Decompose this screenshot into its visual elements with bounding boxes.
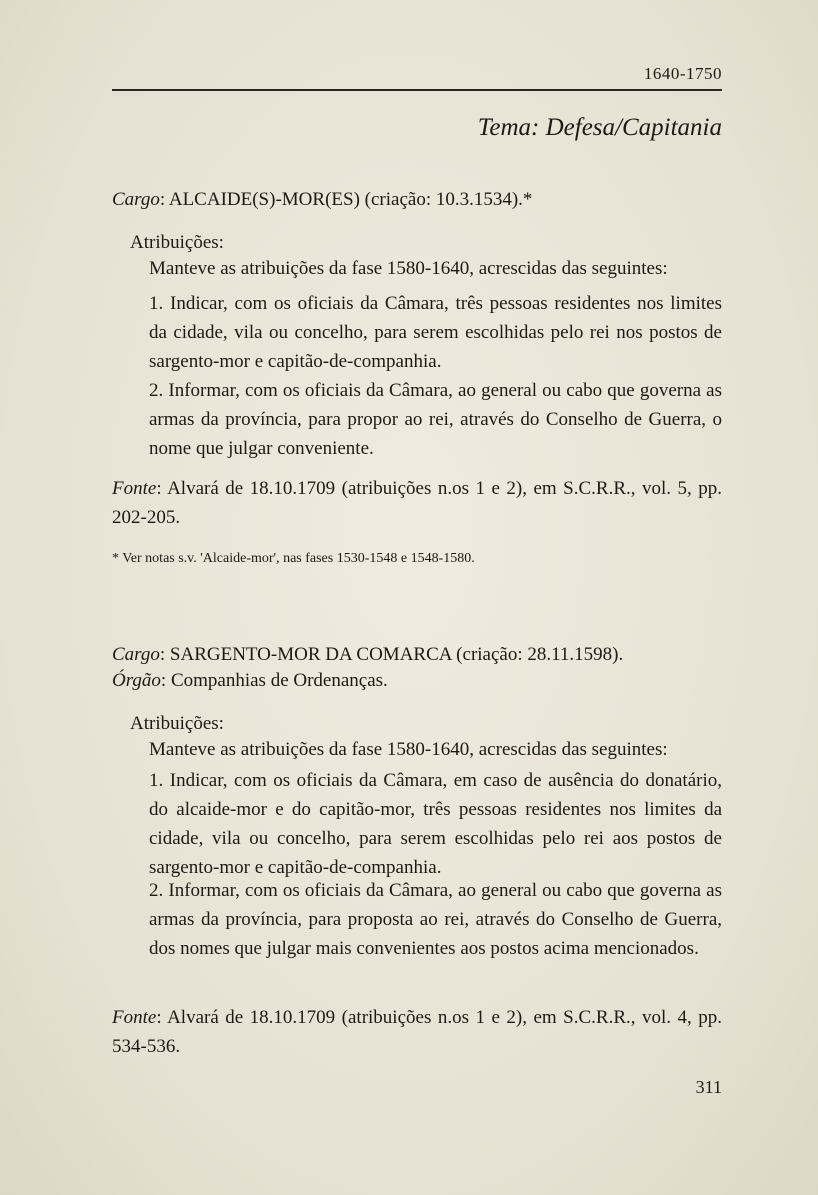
atribuicoes-label-1: Atribuições: — [130, 232, 224, 253]
cargo-label: Cargo — [112, 644, 160, 665]
atribuicoes-intro-2: Manteve as atribuições da fase 1580-1640, acrescidas das seguintes: — [149, 739, 668, 760]
atribuicao-item-2-2: 2. Informar, com os oficiais da Câmara, ao general ou cabo que governa as armas da província, para proposta ao rei, através do Conselho de Guerra, dos nomes que julgar mais convenientes aos postos acima mencionados. — [149, 880, 722, 959]
atribuicao-item-2-1: 1. Indicar, com os oficiais da Câmara, em caso de ausência do donatário, do alcaide-mor e do capitão-mor, três pessoas residentes nos limites da cidade, vila ou concelho, para serem escolhidas pelo rei aos postos de sargento-mor e capitão-de-companhia. — [149, 770, 722, 878]
header-rule — [112, 89, 722, 91]
cargo-value: ALCAIDE(S)-MOR(ES) (criação: 10.3.1534).* — [168, 189, 533, 210]
fonte-line-2: Fonte: Alvará de 18.10.1709 (atribuições n.os 1 e 2), em S.C.R.R., vol. 4, pp. 534-536. — [112, 1007, 723, 1057]
orgao-label: Órgão — [112, 670, 161, 691]
cargo-value: SARGENTO-MOR DA COMARCA (criação: 28.11.1598). — [169, 644, 624, 665]
fonte-label: Fonte — [112, 1007, 157, 1028]
atribuicoes-label-2: Atribuições: — [130, 713, 224, 734]
atribuicao-item-1-1: 1. Indicar, com os oficiais da Câmara, três pessoas residentes nos limites da cidade, vila ou concelho, para serem escolhidas pelo rei nos postos de sargento-mor e capitão-de-companhia. — [149, 293, 722, 372]
atribuicoes-intro-1: Manteve as atribuições da fase 1580-1640, acrescidas das seguintes: — [149, 258, 668, 279]
fonte-value: Alvará de 18.10.1709 (atribuições n.os 1 e 2), em S.C.R.R., vol. 4, pp. 534-536. — [112, 1007, 723, 1057]
cargo-line-1: Cargo: ALCAIDE(S)-MOR(ES) (criação: 10.3.1534).* — [112, 189, 533, 210]
theme-title: Tema: Defesa/Capitania — [477, 114, 722, 141]
cargo-label: Cargo — [112, 189, 160, 210]
atribuicao-item-1-2: 2. Informar, com os oficiais da Câmara, ao general ou cabo que governa as armas da província, para propor ao rei, através do Conselho de Guerra, o nome que julgar conveniente. — [149, 380, 722, 459]
cargo-line-2: Cargo: SARGENTO-MOR DA COMARCA (criação: 28.11.1598). — [112, 644, 624, 665]
orgao-line-2: Órgão: Companhias de Ordenanças. — [112, 670, 388, 691]
fonte-value: Alvará de 18.10.1709 (atribuições n.os 1 e 2), em S.C.R.R., vol. 5, pp. 202-205. — [112, 478, 723, 528]
fonte-line-1: Fonte: Alvará de 18.10.1709 (atribuições n.os 1 e 2), em S.C.R.R., vol. 5, pp. 202-205. — [112, 478, 723, 528]
orgao-value: Companhias de Ordenanças. — [170, 670, 388, 691]
footnote: * Ver notas s.v. 'Alcaide-mor', nas fases 1530-1548 e 1548-1580. — [112, 551, 475, 566]
fonte-label: Fonte — [112, 478, 157, 499]
header-year-range: 1640-1750 — [643, 64, 722, 83]
page-number: 311 — [695, 1077, 722, 1097]
